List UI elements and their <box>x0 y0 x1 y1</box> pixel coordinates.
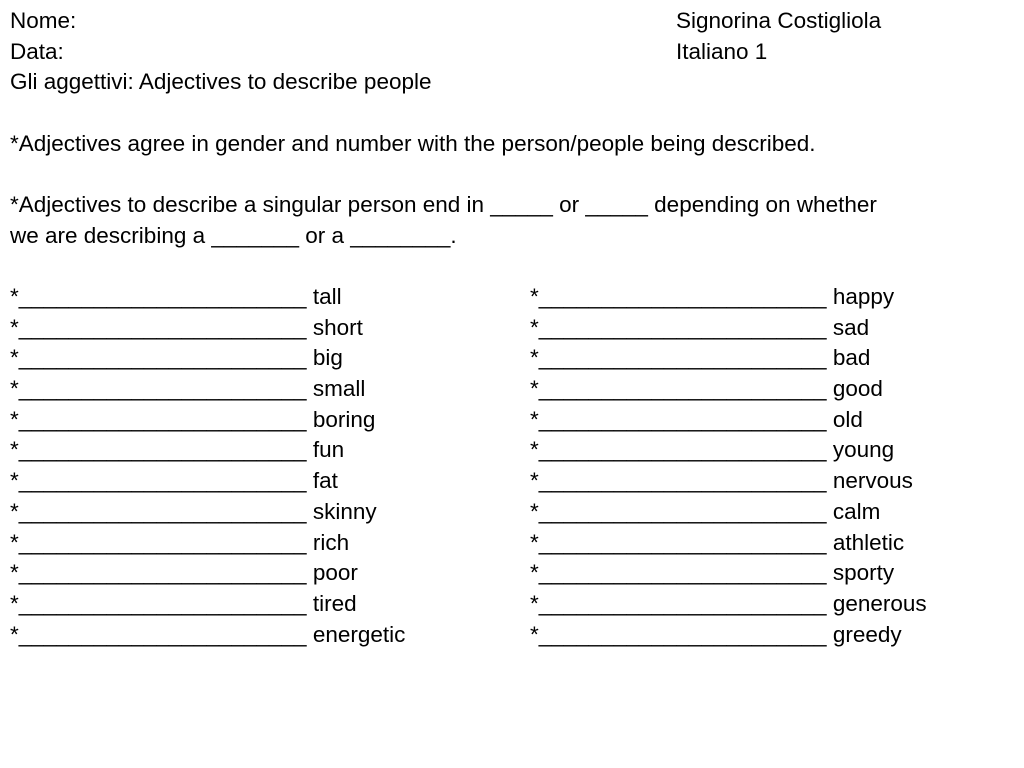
vocab-item <box>530 497 927 528</box>
vocab-item <box>530 558 927 589</box>
answer-blank: *_______________________ <box>530 498 827 524</box>
ending-note-line-1: *Adjectives to describe a singular person end in _____ or _____ depending on whether <box>10 192 877 217</box>
vocab-item <box>10 405 405 436</box>
english-adjective: bad <box>832 345 871 371</box>
vocab-item <box>10 343 405 374</box>
english-adjective: tired <box>312 590 357 616</box>
course-name: Italiano 1 <box>676 39 768 64</box>
answer-blank: *_______________________ <box>10 529 307 555</box>
english-adjective: small <box>312 376 366 402</box>
answer-blank: *_______________________ <box>10 621 307 647</box>
answer-blank: *_______________________ <box>530 376 827 402</box>
answer-blank: *_______________________ <box>10 560 307 586</box>
ending-note-line-2: we are describing a _______ or a ________. <box>10 223 457 248</box>
english-adjective: athletic <box>832 529 905 555</box>
english-adjective: poor <box>312 560 358 586</box>
english-adjective: energetic <box>312 621 406 647</box>
answer-blank: *_______________________ <box>530 560 827 586</box>
vocab-item <box>10 528 405 559</box>
english-adjective: short <box>312 314 363 340</box>
english-adjective: happy <box>832 284 895 309</box>
answer-blank: *_______________________ <box>10 590 307 616</box>
english-adjective: good <box>832 376 883 402</box>
answer-blank: *_______________________ <box>530 345 827 371</box>
english-adjective: sad <box>832 314 870 340</box>
english-adjective: fat <box>312 468 338 494</box>
vocab-item <box>10 620 405 651</box>
english-adjective: nervous <box>832 468 913 494</box>
answer-blank: *_______________________ <box>10 468 307 494</box>
english-adjective: skinny <box>312 498 377 524</box>
answer-blank: *_______________________ <box>10 406 307 432</box>
answer-blank: *_______________________ <box>10 314 307 340</box>
vocab-item <box>530 405 927 436</box>
vocab-item <box>530 435 927 466</box>
worksheet-title: Gli aggettivi: Adjectives to describe people <box>10 69 432 94</box>
vocab-item <box>10 313 405 344</box>
answer-blank: *_______________________ <box>530 437 827 463</box>
vocab-item <box>10 374 405 405</box>
vocab-item <box>530 528 927 559</box>
vocab-item <box>10 466 405 497</box>
answer-blank: *_______________________ <box>10 437 307 463</box>
english-adjective: sporty <box>832 560 895 586</box>
teacher-name: Signorina Costigliola <box>676 8 882 33</box>
vocab-item <box>530 589 927 620</box>
answer-blank: *_______________________ <box>530 529 827 555</box>
vocab-item <box>530 466 927 497</box>
vocab-item <box>530 374 927 405</box>
answer-blank: *_______________________ <box>10 284 307 309</box>
answer-blank: *_______________________ <box>10 345 307 371</box>
answer-blank: *_______________________ <box>530 590 827 616</box>
vocab-item <box>10 497 405 528</box>
vocab-list-right <box>530 282 927 650</box>
vocab-item <box>530 282 927 313</box>
english-adjective: generous <box>832 590 927 616</box>
vocab-item <box>10 282 405 313</box>
english-adjective: rich <box>312 529 350 555</box>
english-adjective: greedy <box>832 621 902 647</box>
answer-blank: *_______________________ <box>530 468 827 494</box>
english-adjective: young <box>832 437 895 463</box>
vocab-item <box>10 435 405 466</box>
date-label: Data: <box>10 39 64 64</box>
answer-blank: *_______________________ <box>530 284 827 309</box>
answer-blank: *_______________________ <box>530 406 827 432</box>
answer-blank: *_______________________ <box>530 621 827 647</box>
english-adjective: fun <box>312 437 345 463</box>
english-adjective: boring <box>312 406 376 432</box>
name-label: Nome: <box>10 8 77 33</box>
answer-blank: *_______________________ <box>10 376 307 402</box>
english-adjective: tall <box>312 284 342 309</box>
vocab-item <box>530 343 927 374</box>
answer-blank: *_______________________ <box>10 498 307 524</box>
vocab-item <box>10 558 405 589</box>
answer-blank: *_______________________ <box>530 314 827 340</box>
english-adjective: big <box>312 345 343 371</box>
vocab-list-left <box>10 282 405 650</box>
english-adjective: old <box>832 406 863 432</box>
vocab-item <box>530 620 927 651</box>
agreement-note: *Adjectives agree in gender and number with the person/people being described. <box>10 131 816 156</box>
vocab-item <box>530 313 927 344</box>
vocab-item <box>10 589 405 620</box>
english-adjective: calm <box>832 498 881 524</box>
